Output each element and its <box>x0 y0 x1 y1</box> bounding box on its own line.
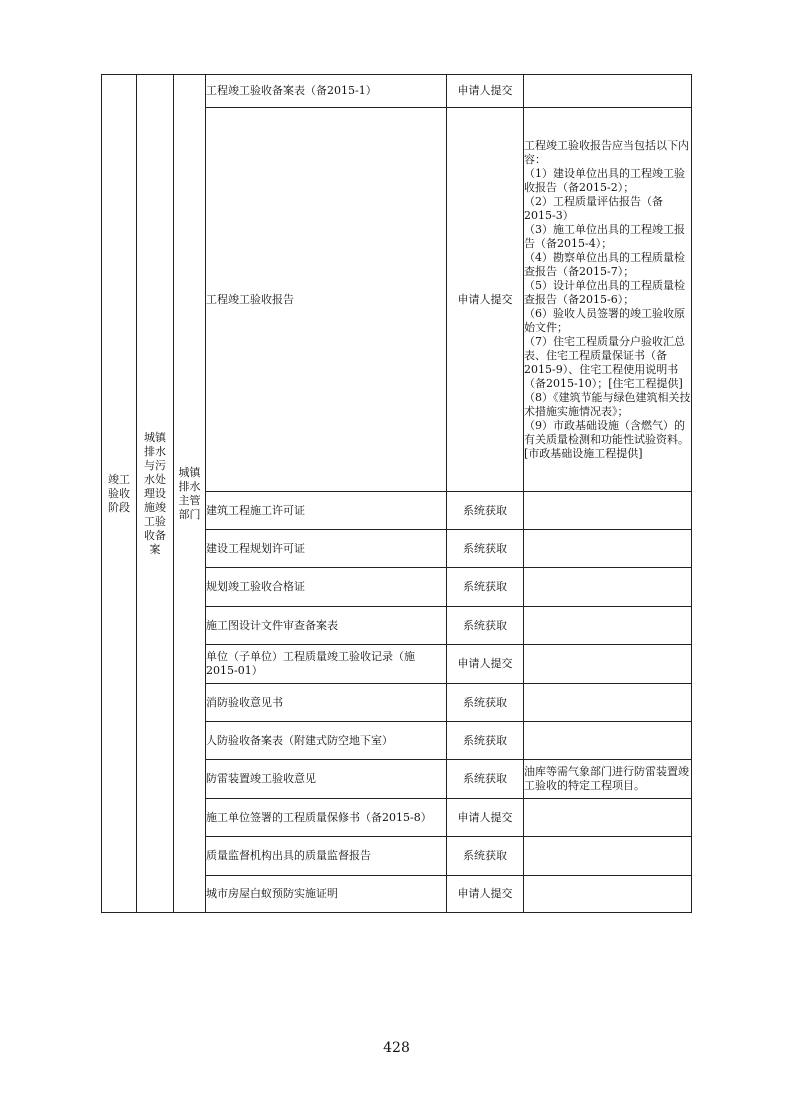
source-cell: 申请人提交 <box>447 108 524 492</box>
note-cell <box>524 645 692 684</box>
source-cell: 申请人提交 <box>447 75 524 108</box>
stage-cell <box>102 75 137 913</box>
note-line: （6）验收人员签署的竣工验收原始文件； <box>524 306 685 334</box>
service-label: 城镇排水与污水处理设施竣工验收备案 <box>144 430 166 556</box>
note-cell <box>524 837 692 876</box>
note-line: （2）工程质量评估报告（备2015-3） <box>524 194 663 222</box>
source-cell: 系统获取 <box>447 607 524 645</box>
item-cell: 工程竣工验收报告 <box>206 108 447 492</box>
note-cell <box>524 108 692 492</box>
note-cell <box>524 799 692 837</box>
table-row <box>102 75 692 108</box>
item-cell: 建设工程规划许可证 <box>206 530 447 568</box>
note-line: 工程竣工验收报告应当包括以下内容： <box>524 138 689 166</box>
item-cell: 施工图设计文件审查备案表 <box>206 607 447 645</box>
source-cell: 申请人提交 <box>447 799 524 837</box>
item-cell: 规划竣工验收合格证 <box>206 568 447 607</box>
note-line: （4）勘察单位出具的工程质量检查报告（备2015-7）； <box>524 250 685 278</box>
note-line: （7）住宅工程质量分户验收汇总表、住宅工程质量保证书（备2015-9）、住宅工程使用说明书（备2015-10）；[住宅工程提供] <box>524 334 685 390</box>
note-cell: 油库等需气象部门进行防雷装置竣工验收的特定工程项目。 <box>524 760 692 799</box>
source-cell: 系统获取 <box>447 492 524 530</box>
note-line: （8）《建筑节能与绿色建筑相关技术措施实施情况表》； <box>524 390 691 418</box>
source-cell: 申请人提交 <box>447 645 524 684</box>
source-cell: 系统获取 <box>447 837 524 876</box>
item-cell: 城市房屋白蚁预防实施证明 <box>206 876 447 913</box>
note-line: （5）设计单位出具的工程质量检查报告（备2015-6）； <box>524 278 685 306</box>
page-number: 428 <box>383 1040 410 1056</box>
note-cell <box>524 75 692 108</box>
source-cell: 申请人提交 <box>447 876 524 913</box>
stage-label: 竣工验收阶段 <box>108 472 130 514</box>
note-line: （1）建设单位出具的工程竣工验收报告（备2015-2）； <box>524 166 685 194</box>
department-cell <box>174 75 206 913</box>
note-cell <box>524 722 692 760</box>
note-cell <box>524 607 692 645</box>
note-cell <box>524 684 692 722</box>
source-cell: 系统获取 <box>447 684 524 722</box>
item-cell: 单位（子单位）工程质量竣工验收记录（施2015-01） <box>206 645 447 684</box>
item-cell: 施工单位签署的工程质量保修书（备2015-8） <box>206 799 447 837</box>
materials-table <box>101 74 692 913</box>
source-cell: 系统获取 <box>447 722 524 760</box>
note-cell <box>524 530 692 568</box>
note-cell <box>524 492 692 530</box>
note-cell <box>524 876 692 913</box>
department-label: 城镇排水主管部门 <box>178 465 201 521</box>
item-cell: 人防验收备案表（附建式防空地下室） <box>206 722 447 760</box>
source-cell: 系统获取 <box>447 760 524 799</box>
service-cell <box>137 75 174 913</box>
note-line: （3）施工单位出具的工程竣工报告（备2015-4）； <box>524 222 685 250</box>
item-cell: 防雷装置竣工验收意见 <box>206 760 447 799</box>
item-cell: 消防验收意见书 <box>206 684 447 722</box>
source-cell: 系统获取 <box>447 568 524 607</box>
note-list <box>524 139 691 461</box>
item-cell: 建筑工程施工许可证 <box>206 492 447 530</box>
item-cell: 工程竣工验收备案表（备2015-1） <box>206 75 447 108</box>
source-cell: 系统获取 <box>447 530 524 568</box>
item-cell: 质量监督机构出具的质量监督报告 <box>206 837 447 876</box>
note-cell <box>524 568 692 607</box>
note-line: （9）市政基础设施（含燃气）的有关质量检测和功能性试验资料。[市政基础设施工程提供] <box>524 418 689 460</box>
